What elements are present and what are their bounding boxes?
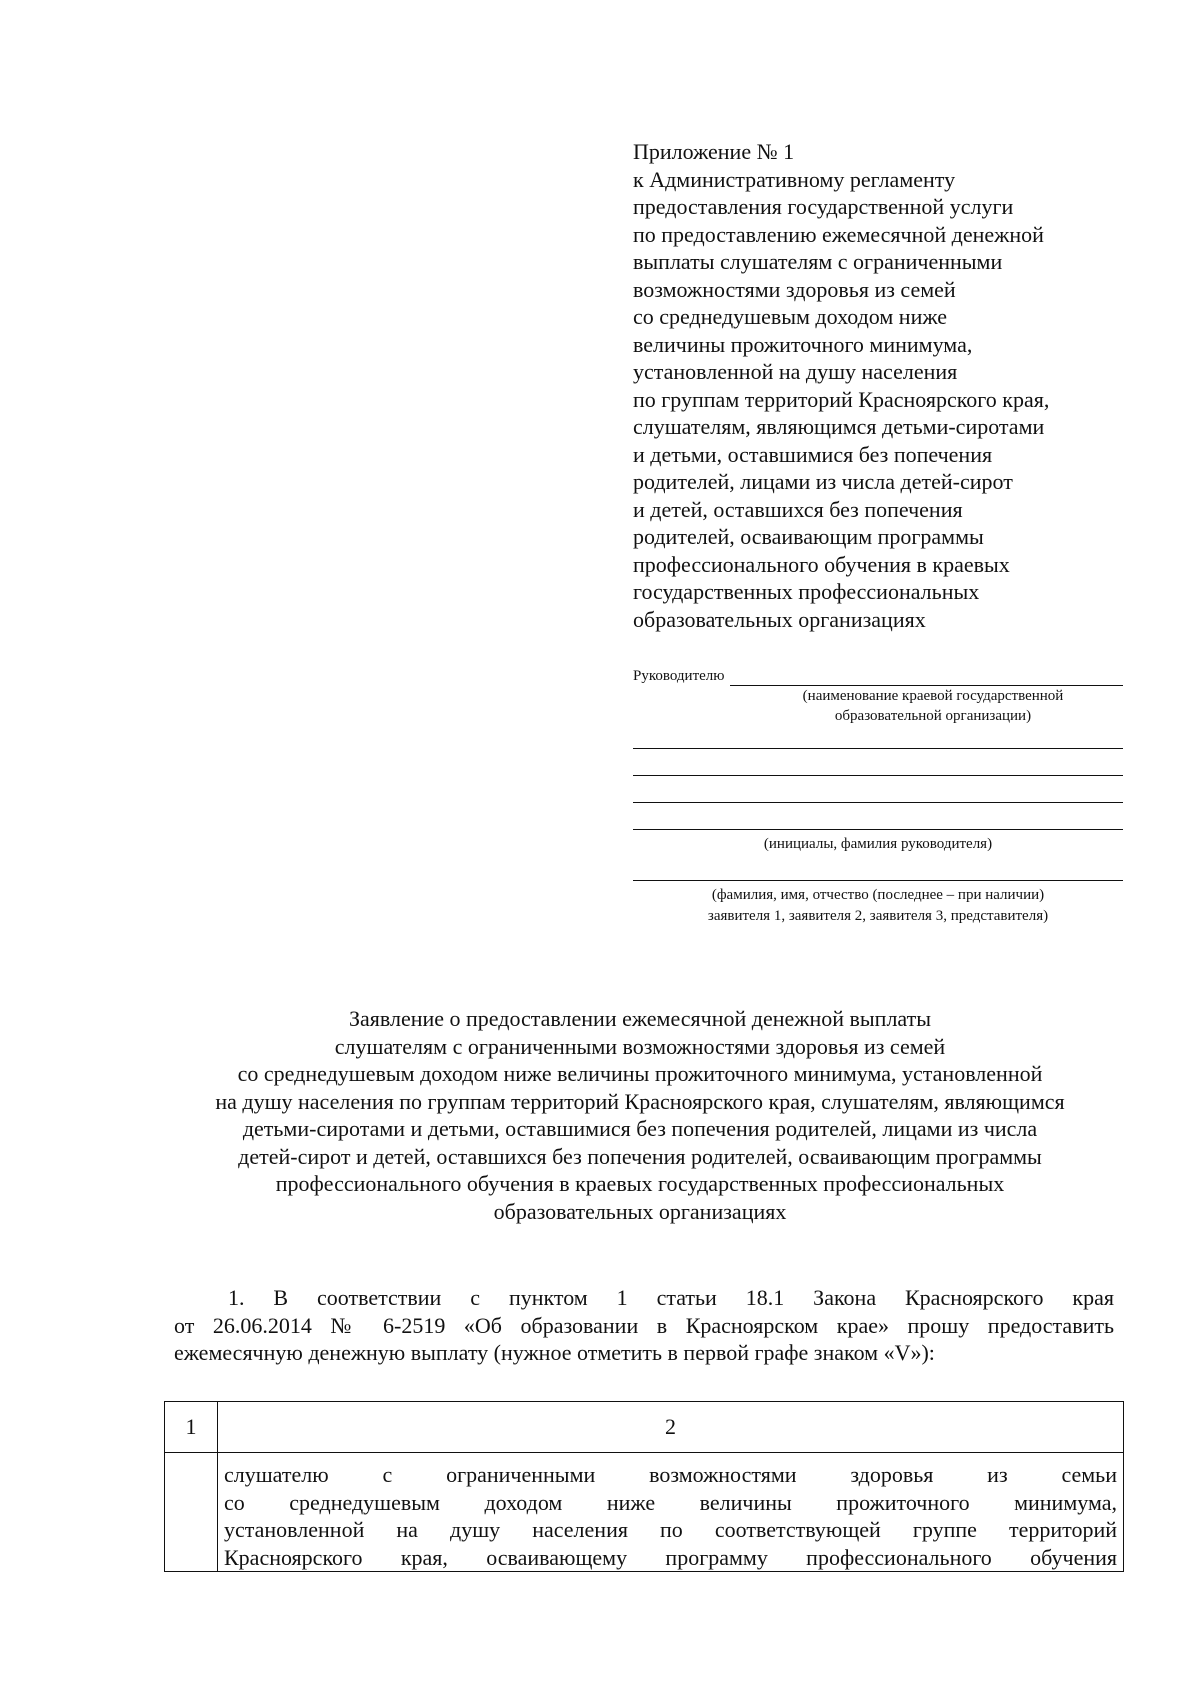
option-description-cell — [218, 1453, 1124, 1572]
applicant-name-line[interactable] — [633, 880, 1123, 881]
addressee-to-row — [633, 666, 1123, 686]
appendix-line: профессионального обучения в краевых — [633, 551, 1010, 577]
appendix-line: государственных профессиональных — [633, 579, 980, 604]
option-checkbox-cell[interactable] — [165, 1453, 218, 1572]
applicant-caption: заявителя 1, заявителя 2, заявителя 3, представителя) — [707, 908, 1049, 924]
option-description-line: слушателю с ограниченными возможностями здоровья из семьи — [224, 1462, 1117, 1487]
appendix-line: к Административному регламенту — [633, 166, 956, 192]
appendix-line: по группам территорий Красноярского края, — [633, 386, 1050, 412]
appendix-line: со среднедушевым доходом ниже — [633, 304, 948, 329]
request-paragraph — [174, 1284, 1114, 1367]
title-line: детьми-сиротами и детьми, оставшимися без попечения родителей, лицами из числа — [242, 1116, 1038, 1141]
appendix-line: выплаты слушателям с ограниченными — [633, 249, 1003, 274]
appendix-line: величины прожиточного минимума, — [633, 331, 973, 357]
appendix-header — [633, 138, 1103, 633]
application-title — [160, 1005, 1120, 1225]
org-caption: образовательной организации) — [834, 708, 1032, 724]
title-line: Заявление о предоставлении ежемесячной денежной выплаты — [348, 1006, 932, 1031]
initials-caption: (инициалы, фамилия руководителя) — [763, 836, 993, 852]
appendix-line: родителей, осваивающим программы — [633, 524, 984, 549]
appendix-line: и детьми, оставшимися без попечения — [633, 441, 993, 467]
paragraph-line: от 26.06.2014 № 6-2519 «Об образовании в Красноярском крае» прошу предоставить — [174, 1312, 1114, 1338]
org-name-line[interactable] — [633, 802, 1123, 803]
title-line: на душу населения по группам территорий Красноярского края, слушателям, являющимся — [215, 1088, 1065, 1114]
paragraph-line: ежемесячную денежную выплату (нужное отметить в первой графе знаком «V»): — [174, 1340, 935, 1365]
appendix-line: и детей, оставшихся без попечения — [633, 496, 963, 522]
payment-options-table — [164, 1401, 1124, 1572]
table-row — [165, 1453, 1124, 1572]
title-line: профессионального обучения в краевых государственных профессиональных — [275, 1171, 1005, 1196]
table-header-cell: 1 — [165, 1402, 218, 1453]
appendix-line: родителей, лицами из числа детей-сирот — [633, 469, 1013, 494]
org-name-line[interactable] — [633, 748, 1123, 749]
appendix-line: возможностями здоровья из семей — [633, 276, 956, 302]
applicant-caption: (фамилия, имя, отчество (последнее – при наличии) — [711, 887, 1045, 903]
org-name-line[interactable] — [633, 775, 1123, 776]
appendix-line: по предоставлению ежемесячной денежной — [633, 221, 1044, 247]
paragraph-line: 1. В соответствии с пунктом 1 статьи 18.1 Закона Красноярского края — [228, 1285, 1114, 1310]
head-initials-line[interactable] — [633, 829, 1123, 830]
title-line: со среднедушевым доходом ниже величины прожиточного минимума, установленной — [237, 1061, 1043, 1086]
appendix-line: слушателям, являющимся детьми-сиротами — [633, 414, 1045, 439]
appendix-line: установленной на душу населения — [633, 359, 958, 384]
option-description-line: со среднедушевым доходом ниже величины прожиточного минимума, — [224, 1489, 1117, 1515]
title-line: детей-сирот и детей, оставшихся без попечения родителей, осваивающим программы — [238, 1143, 1042, 1169]
appendix-line: образовательных организациях — [633, 606, 926, 632]
title-line: слушателям с ограниченными возможностями здоровья из семей — [334, 1033, 946, 1059]
table-header-row — [165, 1402, 1124, 1453]
option-description-line: Красноярского края, осваивающему программу профессионального обучения — [224, 1544, 1117, 1570]
addressee-to-label: Руководителю — [633, 668, 725, 684]
option-description-line: установленной на душу населения по соответствующей группе территорий — [224, 1517, 1117, 1542]
org-caption: (наименование краевой государственной — [802, 688, 1064, 704]
appendix-line: предоставления государственной услуги — [633, 194, 1014, 219]
title-line: образовательных организациях — [493, 1198, 787, 1224]
appendix-line: Приложение № 1 — [633, 139, 795, 164]
table-header-cell: 2 — [218, 1402, 1124, 1453]
org-name-field[interactable] — [730, 669, 1123, 686]
addressee-block — [633, 666, 1123, 926]
